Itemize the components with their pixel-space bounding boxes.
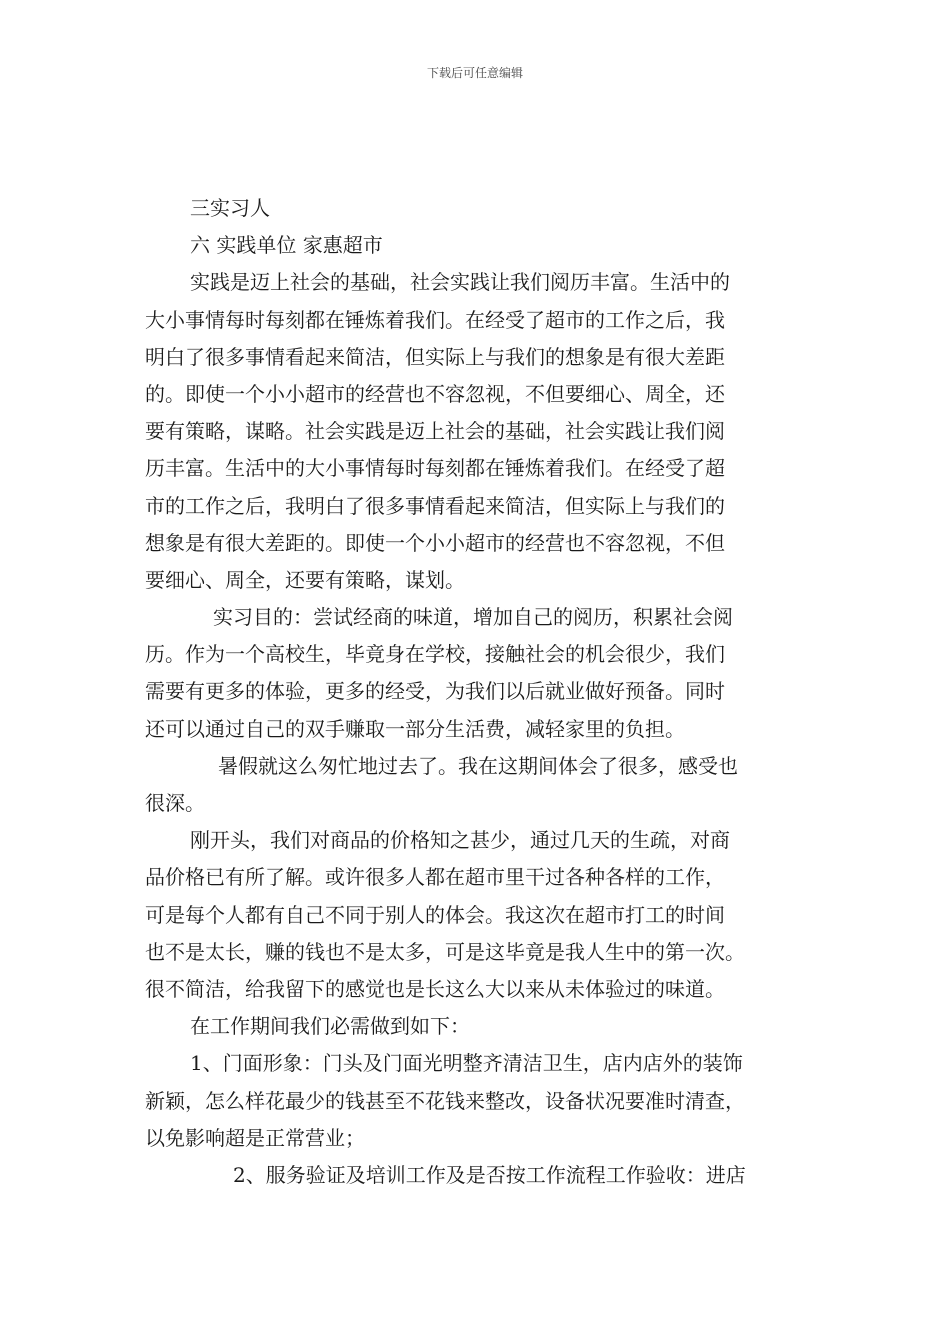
- section-heading: 三实习人: [190, 196, 270, 220]
- paragraph-line: 历。作为一个高校生，毕竟身在学校，接触社会的机会很少，我们: [145, 642, 725, 667]
- paragraph-line: 在工作期间我们必需做到如下：: [190, 1014, 470, 1039]
- paragraph-line: 很深。: [145, 791, 205, 815]
- page-header: 下载后可任意编辑: [426, 66, 523, 80]
- paragraph-line: 刚开头，我们对商品的价格知之甚少，通过几天的生疏，对商: [190, 828, 730, 853]
- paragraph-line: 历丰富。生活中的大小事情每时每刻都在锤炼着我们。在经受了超: [145, 456, 725, 481]
- list-item-line: 2、服务验证及培训工作及是否按工作流程工作验收：进店: [233, 1162, 746, 1187]
- paragraph-line: 很不简洁，给我留下的感觉也是长这么大以来从未体验过的味道。: [145, 976, 725, 1001]
- paragraph-line: 实习目的：尝试经商的味道，增加自己的阅历，积累社会阅: [213, 605, 733, 630]
- paragraph-line: 要有策略，谋略。社会实践是迈上社会的基础，社会实践让我们阅: [145, 419, 725, 444]
- paragraph-line: 可是每个人都有自己不同于别人的体会。我这次在超市打工的时间: [145, 902, 725, 927]
- paragraph-line: 市的工作之后，我明白了很多事情看起来简洁，但实际上与我们的: [145, 493, 725, 518]
- document-body: [145, 190, 810, 1194]
- paragraph-line: 的。即使一个小小超市的经营也不容忽视，不但要细心、周全，还: [145, 381, 725, 406]
- paragraph-line: 明白了很多事情看起来简洁，但实际上与我们的想象是有很大差距: [145, 344, 725, 369]
- paragraph-line: 需要有更多的体验，更多的经受，为我们以后就业做好预备。同时: [145, 679, 725, 704]
- paragraph-line: 实践是迈上社会的基础，社会实践让我们阅历丰富。生活中的: [190, 270, 730, 295]
- paragraph-line: 大小事情每时每刻都在锤炼着我们。在经受了超市的工作之后，我: [145, 307, 725, 332]
- paragraph-line: 想象是有很大差距的。即使一个小小超市的经营也不容忽视，不但: [145, 530, 725, 555]
- list-item-line: 新颖，怎么样花最少的钱甚至不花钱来整改，设备状况要准时清查，: [145, 1088, 745, 1113]
- list-item-line: 以免影响超是正常营业；: [145, 1125, 365, 1150]
- paragraph-line: 也不是太长，赚的钱也不是太多，可是这毕竟是我人生中的第一次。: [145, 939, 745, 964]
- list-item-line: 1、门面形象：门头及门面光明整齐清洁卫生，店内店外的装饰: [190, 1051, 743, 1076]
- paragraph-line: 要细心、周全，还要有策略，谋划。: [145, 567, 465, 592]
- paragraph-line: 还可以通过自己的双手赚取一部分生活费，减轻家里的负担。: [145, 716, 685, 741]
- paragraph-line: 暑假就这么匆忙地过去了。我在这期间体会了很多，感受也: [218, 753, 738, 778]
- paragraph-line: 品价格已有所了解。或许很多人都在超市里干过各种各样的工作，: [145, 865, 725, 890]
- section-heading: 六 实践单位 家惠超市: [190, 233, 383, 258]
